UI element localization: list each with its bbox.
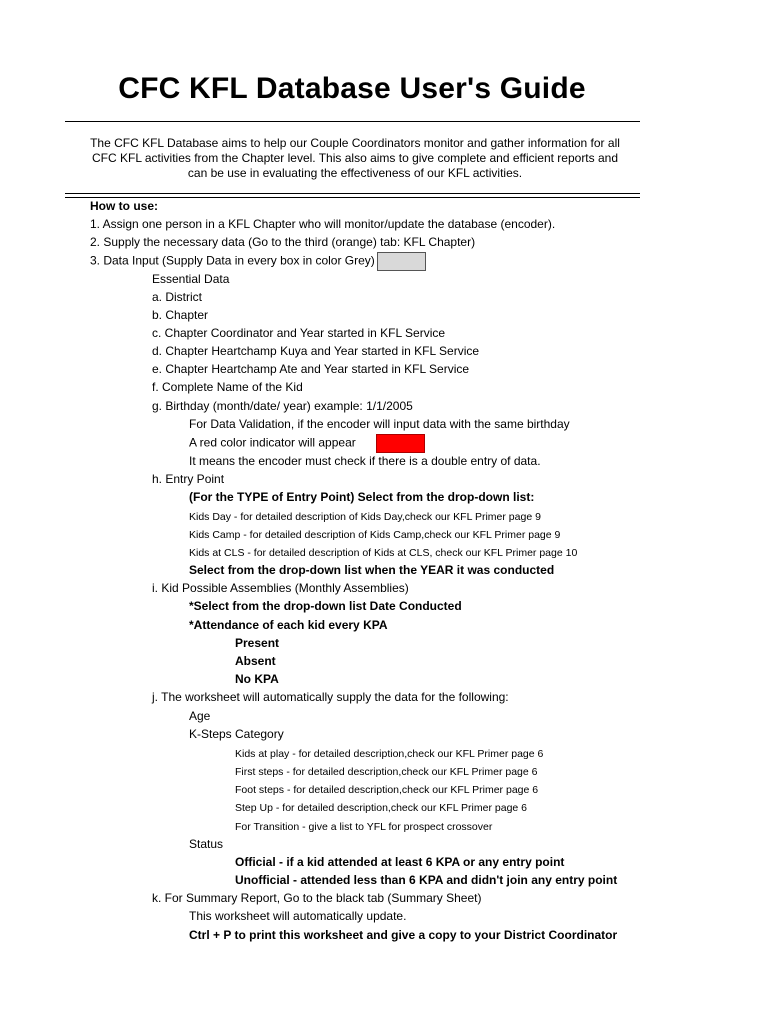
title-divider [65, 121, 640, 122]
item-g-validation: For Data Validation, if the encoder will input data with the same birthday [189, 417, 570, 431]
item-i-date: *Select from the drop-down list Date Conducted [189, 599, 462, 613]
item-g-meaning: It means the encoder must check if there is a double entry of data. [189, 454, 541, 468]
item-c: c. Chapter Coordinator and Year started in KFL Service [152, 326, 446, 340]
item-h: h. Entry Point [152, 472, 225, 486]
grey-input-box [377, 252, 426, 271]
item-g-red-indicator [189, 434, 425, 453]
item-j: j. The worksheet will automatically supply the data for the following: [152, 690, 509, 704]
howto-heading: How to use: [90, 199, 158, 213]
item-d: d. Chapter Heartchamp Kuya and Year started in KFL Service [152, 344, 480, 358]
item-j-ksteps: K-Steps Category [189, 727, 284, 741]
item-h-type: (For the TYPE of Entry Point) Select from the drop-down list: [189, 490, 535, 504]
intro-paragraph [60, 136, 650, 181]
step-2: 2. Supply the necessary data (Go to the third (orange) tab: KFL Chapter) [90, 235, 476, 249]
item-h-kids-cls: Kids at CLS - for detailed description of Kids at CLS, check our KFL Primer page 10 [189, 547, 578, 559]
item-f: f. Complete Name of the Kid [152, 380, 303, 394]
item-h-kids-camp: Kids Camp - for detailed description of Kids Camp,check our KFL Primer page 9 [189, 529, 561, 541]
item-j-status: Status [189, 837, 224, 851]
essential-data: Essential Data [152, 272, 230, 286]
intro-line: CFC KFL activities from the Chapter level. This also aims to give complete and efficient reports and [91, 151, 618, 165]
step-3-label: 3. Data Input (Supply Data in every box in color Grey) [90, 253, 375, 268]
attendance-present: Present [235, 636, 280, 650]
item-g: g. Birthday (month/date/ year) example: 1/1/2005 [152, 399, 413, 413]
step-3 [90, 252, 426, 271]
status-unofficial: Unofficial - attended less than 6 KPA and didn't join any entry point [235, 873, 618, 887]
item-h-year: Select from the drop-down list when the YEAR it was conducted [189, 563, 555, 577]
item-j-age: Age [189, 709, 211, 723]
ksteps-transition: For Transition - give a list to YFL for prospect crossover [235, 821, 493, 833]
item-k-auto: This worksheet will automatically update. [189, 909, 407, 923]
item-g-red-label: A red color indicator will appear [189, 435, 356, 450]
page-title: CFC KFL Database User's Guide [118, 72, 586, 105]
ksteps-step-up: Step Up - for detailed description,check our KFL Primer page 6 [235, 802, 528, 814]
item-e: e. Chapter Heartchamp Ate and Year started in KFL Service [152, 362, 470, 376]
item-k: k. For Summary Report, Go to the black tab (Summary Sheet) [152, 891, 482, 905]
item-b: b. Chapter [152, 308, 209, 322]
intro-divider-top [65, 193, 640, 194]
step-1: 1. Assign one person in a KFL Chapter who will monitor/update the database (encoder). [90, 217, 556, 231]
intro-line: can be use in evaluating the effectiveness of our KFL activities. [187, 166, 523, 180]
item-i: i. Kid Possible Assemblies (Monthly Assemblies) [152, 581, 409, 595]
ksteps-foot-steps: Foot steps - for detailed description,check our KFL Primer page 6 [235, 784, 539, 796]
intro-line: The CFC KFL Database aims to help our Couple Coordinators monitor and gather information for all [90, 136, 620, 150]
item-i-attendance: *Attendance of each kid every KPA [189, 618, 388, 632]
attendance-absent: Absent [235, 654, 276, 668]
status-official: Official - if a kid attended at least 6 KPA or any entry point [235, 855, 565, 869]
ksteps-kids-at-play: Kids at play - for detailed description,check our KFL Primer page 6 [235, 748, 544, 760]
red-indicator-box [376, 434, 425, 453]
ksteps-first-steps: First steps - for detailed description,check our KFL Primer page 6 [235, 766, 538, 778]
item-k-print: Ctrl + P to print this worksheet and give a copy to your District Coordinator [189, 928, 618, 942]
attendance-no-kpa: No KPA [235, 672, 279, 686]
item-a: a. District [152, 290, 203, 304]
item-h-kids-day: Kids Day - for detailed description of Kids Day,check our KFL Primer page 9 [189, 511, 541, 523]
